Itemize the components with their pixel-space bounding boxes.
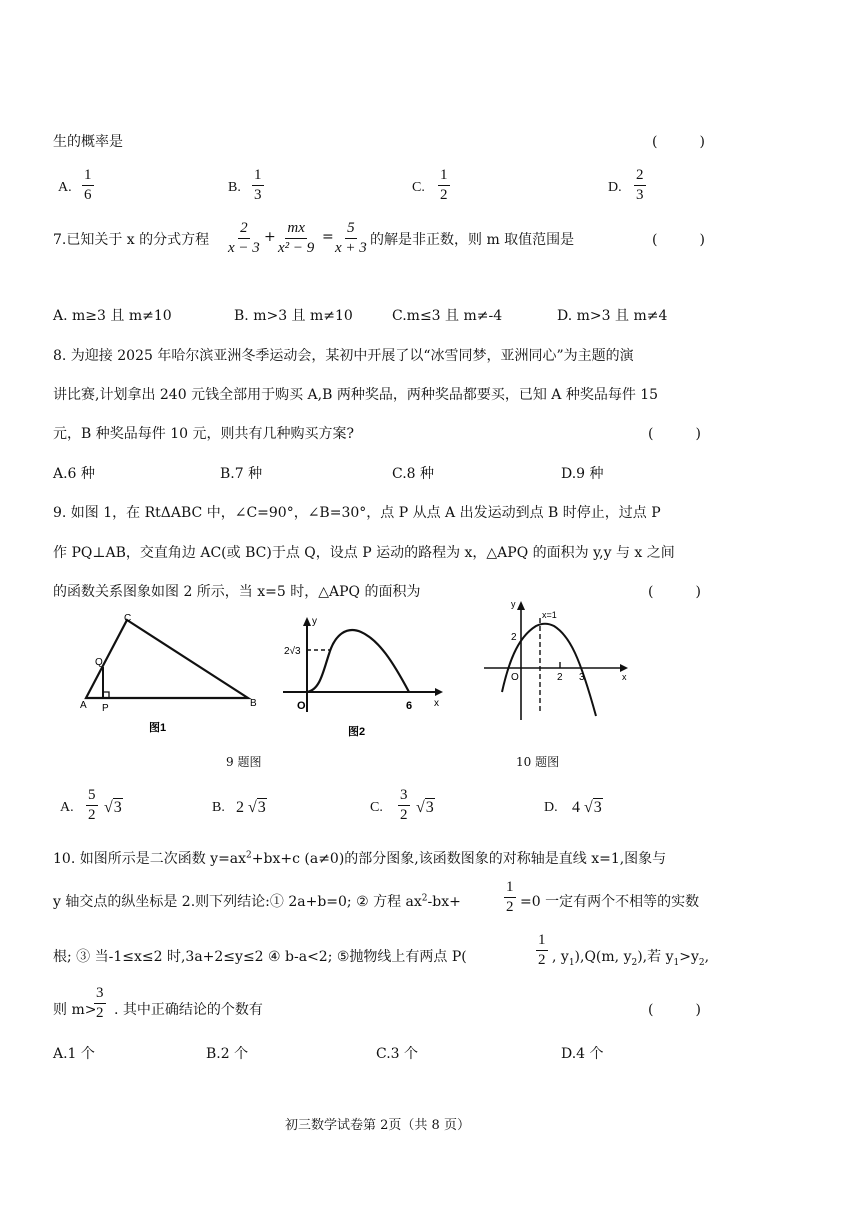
label-p: P <box>102 703 109 714</box>
q9-option-c-root: √3 <box>416 799 434 816</box>
label-q: Q <box>95 657 103 668</box>
figure-1-triangle <box>70 612 270 742</box>
q7-option-a: A. m≥3 且 m≠10 <box>53 308 172 324</box>
label-x: x <box>434 698 439 709</box>
q7-stem-prefix: 7.已知关于 x 的分式方程 <box>53 232 210 248</box>
q10-line-4-end: . 其中正确结论的个数有 <box>114 1002 263 1018</box>
q10-option-d: D.4 个 <box>561 1046 604 1062</box>
q6-option-b-label: B. <box>228 180 241 195</box>
q9-option-c-label: C. <box>370 800 383 815</box>
q6-option-d-label: D. <box>608 180 622 195</box>
q6-option-c-fraction: $\frac{1}{2}$ <box>440 167 448 203</box>
label-six: 6 <box>406 700 413 712</box>
q9-option-a-root: √3 <box>104 799 122 816</box>
q6-option-a-fraction: $\frac{1}{6}$ <box>84 167 92 203</box>
label-b: B <box>250 698 257 709</box>
q9-option-c-fraction: $\frac{3}{2}$ <box>400 787 408 823</box>
q10-option-b: B.2 个 <box>206 1046 249 1062</box>
q7-stem-suffix: 的解是非正数，则 m 取值范围是 <box>370 232 575 248</box>
x-axis-arrow-icon <box>435 688 443 696</box>
q8-option-b: B.7 种 <box>220 466 263 482</box>
q7-answer-paren: ( ) <box>652 232 705 248</box>
q10-line-4-fraction: $\frac{3}{2}$ <box>96 985 104 1021</box>
q8-option-c: C.8 种 <box>392 466 435 482</box>
label-axis-x1: x=1 <box>542 610 557 620</box>
q7-plus: + <box>264 229 276 245</box>
q9-option-d-value: 4 √3 <box>572 799 602 816</box>
triangle-abc <box>86 620 248 698</box>
q9-option-d-label: D. <box>544 800 558 815</box>
q7-fraction-1: $\frac{2}{x - 3}$ <box>228 220 260 256</box>
q7-equals: = <box>322 229 334 245</box>
q10-answer-paren: ( ) <box>648 1002 701 1018</box>
q6-stem-tail: 生的概率是 <box>53 134 123 150</box>
figure-2-caption: 图2 <box>348 726 366 738</box>
q10-line-1: 10. 如图所示是二次函数 $y=ax^2+bx+c$ (a≠0)的部分图象,该函数图象的对称轴是直线 x=1,图象与 <box>53 850 667 867</box>
q7-option-d: D. m>3 且 m≠4 <box>557 308 668 324</box>
label-x-2: 2 <box>557 672 563 683</box>
label-y: y <box>312 616 317 627</box>
q10-option-a: A.1 个 <box>53 1046 95 1062</box>
caption-question-9: 9 题图 <box>226 755 262 769</box>
function-curve <box>307 630 409 692</box>
q9-answer-paren: ( ) <box>648 584 701 600</box>
q10-line-4-start: 则 m> <box>53 1002 97 1018</box>
q7-option-c: C.m≤3 且 m≠-4 <box>392 308 503 324</box>
q6-option-d-fraction: $\frac{2}{3}$ <box>636 167 644 203</box>
q10-line-3-start: 根; ③ 当-1≤x≤2 时,3a+2≤y≤2 ④ b-a<2; ⑤抛物线上有两点 P( <box>53 949 467 965</box>
label-origin: O <box>297 700 306 712</box>
label-c: C <box>124 613 132 624</box>
q10-option-c: C.3 个 <box>376 1046 419 1062</box>
label-a: A <box>80 700 87 711</box>
q8-answer-paren: ( ) <box>648 426 701 442</box>
q9-line-2: 作 PQ⊥AB，交直角边 AC(或 BC)于点 Q，设点 P 运动的路程为 x，△APQ 的面积为 y,y 与 x 之间 <box>53 545 675 561</box>
q10-line-2-end: =0 一定有两个不相等的实数 <box>520 894 700 910</box>
figure-10-parabola <box>480 596 640 726</box>
q6-option-a-label: A. <box>58 180 72 195</box>
label-2root3: 2√3 <box>284 646 301 657</box>
q7-fraction-2: $\frac{mx}{\text{x² − 9}}$ <box>278 220 315 256</box>
q9-option-b-label: B. <box>212 800 225 815</box>
q8-line-2: 讲比赛,计划拿出 240 元钱全部用于购买 A,B 两种奖品，两种奖品都要买，已知 A 种奖品每件 15 <box>53 387 659 403</box>
q10-line-2-start: y 轴交点的纵坐标是 2.则下列结论:① 2a+b=0; ② 方程 $ax^2-bx+$ <box>53 893 461 910</box>
q7-option-b: B. m>3 且 m≠10 <box>234 308 353 324</box>
q8-option-a: A.6 种 <box>53 466 95 482</box>
q8-line-3: 元，B 种奖品每件 10 元，则共有几种购买方案? <box>53 426 354 442</box>
q10-line-3-end: , $y_1),Q(m$, $y_2$),若 $y_1>y_2$, <box>552 949 710 968</box>
page-footer: 初三数学试卷第 2页（共 8 页） <box>285 1118 470 1133</box>
y-axis-arrow-icon <box>303 617 311 626</box>
q6-option-b-fraction: $\frac{1}{3}$ <box>254 167 262 203</box>
q8-line-1: 8. 为迎接 2025 年哈尔滨亚洲冬季运动会，某初中开展了以“冰雪同梦，亚洲同心”为主题的演 <box>53 348 634 364</box>
y-axis-arrow-icon <box>517 601 525 610</box>
label-x: x <box>622 672 627 682</box>
caption-question-10: 10 题图 <box>516 755 560 769</box>
q9-line-3: 的函数关系图象如图 2 所示，当 x=5 时，△APQ 的面积为 <box>53 584 421 600</box>
q9-option-a-fraction: $\frac{5}{2}$ <box>88 787 96 823</box>
label-origin: O <box>511 672 519 683</box>
label-intercept-2: 2 <box>511 632 517 643</box>
q8-option-d: D.9 种 <box>561 466 604 482</box>
q9-option-a-label: A. <box>60 800 74 815</box>
figure-2-function-graph <box>275 612 445 744</box>
q7-fraction-3: $\frac{5}{x + 3}$ <box>335 220 367 256</box>
label-y: y <box>511 599 516 609</box>
figure-1-caption: 图1 <box>149 722 167 734</box>
label-x-3: 3 <box>579 672 585 683</box>
q6-option-c-label: C. <box>412 180 425 195</box>
q9-option-b-value: 2 √3 <box>236 799 266 816</box>
q10-line-2-fraction: $\frac{1}{2}$ <box>506 879 514 915</box>
q6-answer-paren: ( ) <box>652 134 705 150</box>
q9-line-1: 9. 如图 1，在 RtΔABC 中，∠C=90°，∠B=30°，点 P 从点 A 出发运动到点 B 时停止，过点 P <box>53 505 661 521</box>
q10-line-3-fraction: $\frac{1}{2}$ <box>538 932 546 968</box>
x-axis-arrow-icon <box>620 664 628 672</box>
